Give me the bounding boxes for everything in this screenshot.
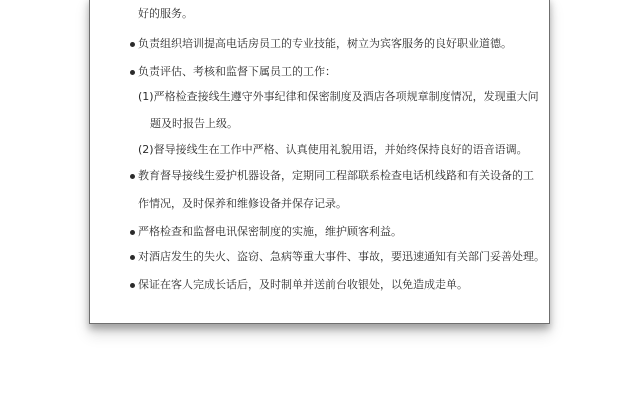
bullet-dot [130,230,135,235]
text-line-sub-item-2: (2)督导接线生在工作中严格、认真使用礼貌用语，并始终保持良好的语音语调。 [138,143,528,156]
text-line-continuation: 好的服务。 [138,7,193,20]
text-line-sub-item-1-cont: 题及时报告上级。 [150,117,238,130]
text-line-duty-confidentiality: 严格检查和监督电讯保密制度的实施，维护顾客利益。 [138,225,402,238]
text-line-duty-billing: 保证在客人完成长话后，及时制单并送前台收银处，以免造成走单。 [138,278,468,291]
text-line-duty-equipment-cont: 作情况，及时保养和维修设备并保存记录。 [138,197,347,210]
text-line-sub-item-1: (1)严格检查接线生遵守外事纪律和保密制度及酒店各项规章制度情况，发现重大问 [138,90,539,103]
bullet-dot [130,255,135,260]
text-line-duty-equipment: 教育督导接线生爱护机器设备，定期同工程部联系检查电话机线路和有关设备的工 [138,169,534,182]
text-line-duty-emergency: 对酒店发生的失火、盗窃、急病等重大事件、事故，要迅速通知有关部门妥善处理。 [138,250,545,263]
bullet-dot [130,174,135,179]
bullet-dot [130,283,135,288]
bullet-dot [130,42,135,47]
text-line-duty-training: 负责组织培训提高电话房员工的专业技能，树立为宾客服务的良好职业道德。 [138,37,512,50]
text-line-duty-evaluation: 负责评估、考核和监督下属员工的工作： [138,65,336,78]
document-page [89,0,550,324]
bullet-dot [130,70,135,75]
